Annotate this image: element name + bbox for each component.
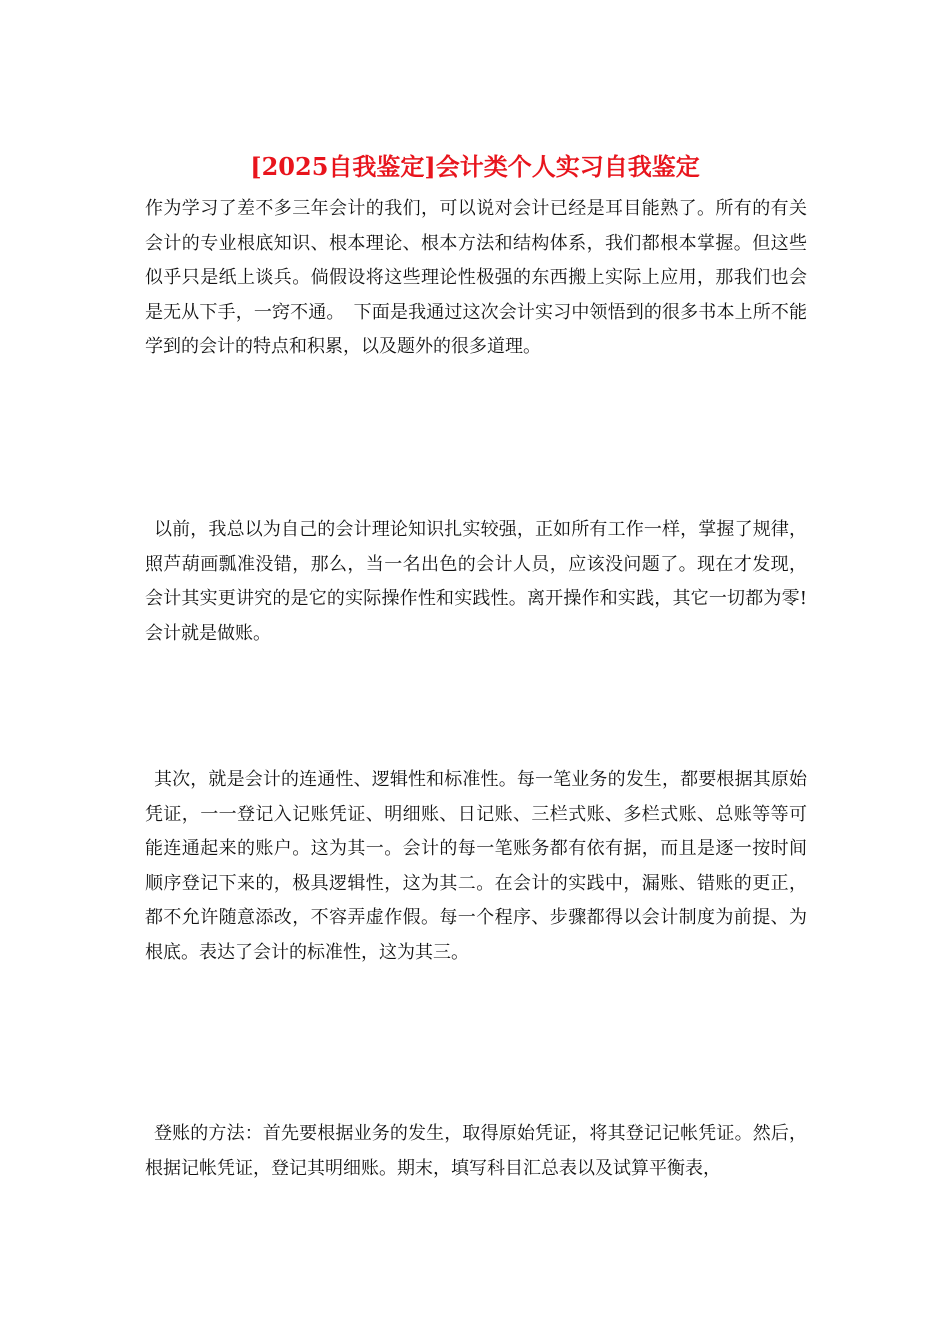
paragraph-bookkeeping-method: 登账的方法：首先要根据业务的发生，取得原始凭证，将其登记记帐凭证。然后，根据记帐凭证，登记其明细账。期末，填写科目汇总表以及试算平衡表，: [145, 1123, 807, 1179]
document-title: [2025自我鉴定]会计类个人实习自我鉴定: [250, 152, 700, 181]
paragraph-practice: 以前，我总以为自己的会计理论知识扎实较强，正如所有工作一样，掌握了规律，照芦葫画瓢准没错，那么，当一名出色的会计人员，应该没问题了。现在才发现，会计其实更讲究的是它的实际操作性和实践性。离开操作和实践，其它一切都为零!会计就是做账。: [145, 519, 807, 644]
paragraph-intro: 作为学习了差不多三年会计的我们，可以说对会计已经是耳目能熟了。所有的有关会计的专业根底知识、根本理论、根本方法和结构体系，我们都根本掌握。但这些似乎只是纸上谈兵。倘假设将这些理论性极强的东西搬上实际上应用，那我们也会是无从下手，一窍不通。 下面是我通过这次会计实习中领悟到的很多书本上所不能学到的会计的特点和积累，以及题外的很多道理。: [145, 198, 807, 357]
paragraph-connectivity: 其次，就是会计的连通性、逻辑性和标准性。每一笔业务的发生，都要根据其原始凭证，一一登记入记账凭证、明细账、日记账、三栏式账、多栏式账、总账等等可能连通起来的账户。这为其一。会计的每一笔账务都有依有据，而且是逐一按时间顺序登记下来的，极具逻辑性，这为其二。在会计的实践中，漏账、错账的更正，都不允许随意添改，不容弄虚作假。每一个程序、步骤都得以会计制度为前提、为根底。表达了会计的标准性，这为其三。: [145, 769, 807, 963]
